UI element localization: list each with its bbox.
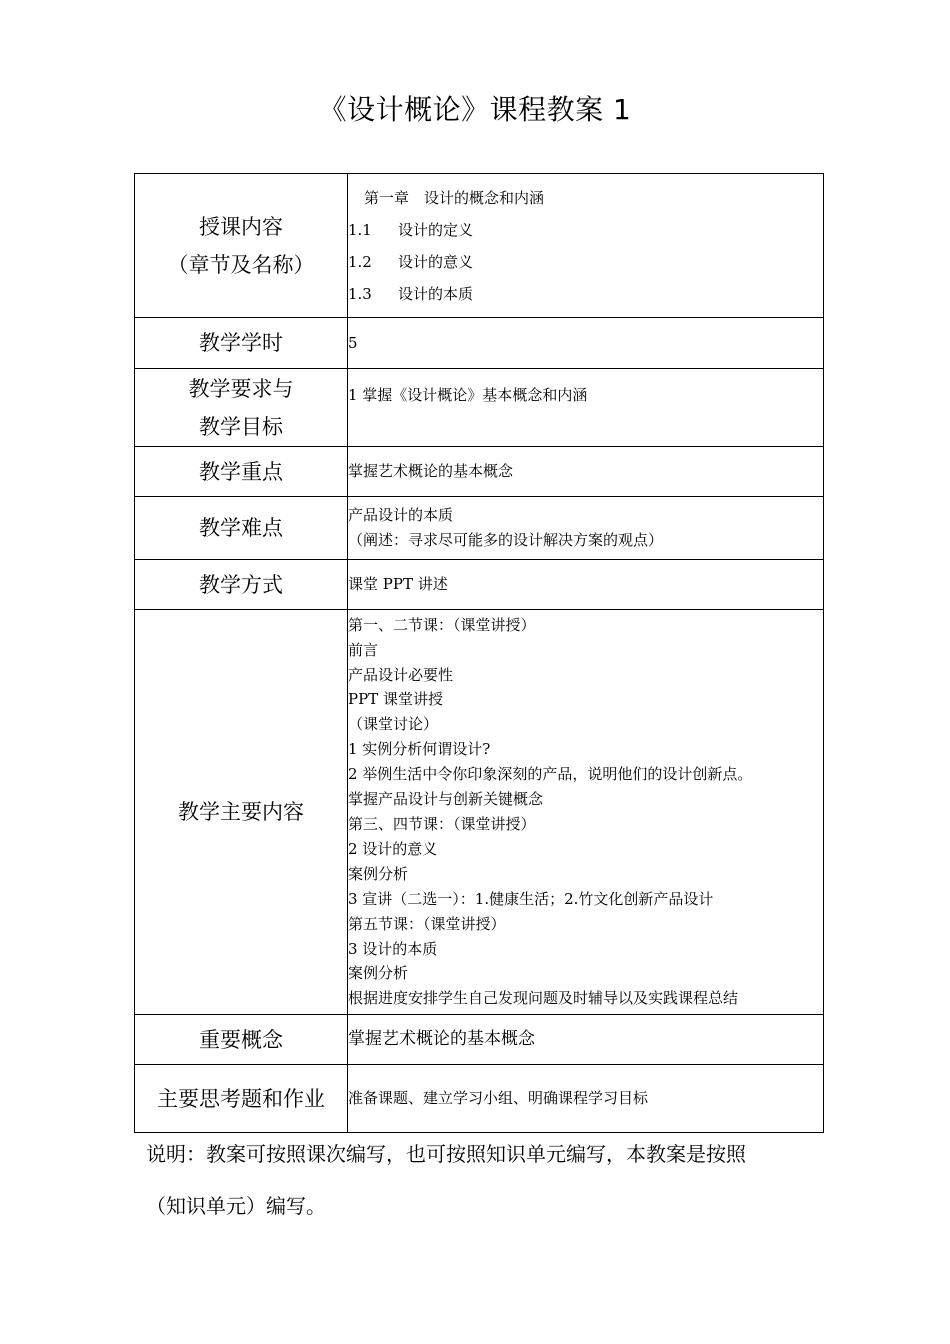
row-concepts xyxy=(135,1015,824,1065)
label-hours: 教学学时 xyxy=(135,318,348,369)
content-line: 根据进度安排学生自己发现问题及时辅导以及实践课程总结 xyxy=(348,989,739,1008)
content-line: 案例分析 xyxy=(348,964,409,983)
label-homework: 主要思考题和作业 xyxy=(135,1065,348,1133)
row-content xyxy=(135,174,824,318)
row-homework xyxy=(135,1065,824,1133)
label-difficulties: 教学难点 xyxy=(135,497,348,560)
content-line: 第五节课：（课堂讲授） xyxy=(348,914,506,933)
note-line1: 说明：教案可按照课次编写，也可按照知识单元编写，本教案是按照 xyxy=(146,1142,746,1166)
content-line: 3 宣讲（二选一）：1.健康生活；2.竹文化创新产品设计 xyxy=(348,889,714,908)
document-title: 《设计概论》课程教案 1 xyxy=(318,93,632,126)
value-goals: 1 掌握《设计概论》基本概念和内涵 xyxy=(348,369,824,447)
content-line: 3 设计的本质 xyxy=(348,939,438,958)
content-line: 2 设计的意义 xyxy=(348,839,438,858)
label-method: 教学方式 xyxy=(135,560,348,610)
row-key-points xyxy=(135,447,824,497)
label-content-line2: （章节及名称） xyxy=(167,252,315,277)
content-line: 第三、四节课：（课堂讲授） xyxy=(348,815,536,833)
label-concepts: 重要概念 xyxy=(135,1015,348,1065)
row-main-content xyxy=(135,610,824,1015)
value-key-points: 掌握艺术概论的基本概念 xyxy=(348,447,824,497)
value-difficulties: 产品设计的本质 （阐述：寻求尽可能多的设计解决方案的观点） xyxy=(348,497,824,560)
value-content xyxy=(348,174,824,318)
content-line: 1 实例分析何谓设计? xyxy=(348,740,491,759)
content-line: 掌握产品设计与创新关键概念 xyxy=(348,790,544,809)
value-concepts: 掌握艺术概论的基本概念 xyxy=(348,1015,824,1065)
section-item: 1.1 设计的定义 xyxy=(348,220,474,239)
label-key-points: 教学重点 xyxy=(135,447,348,497)
label-main-content: 教学主要内容 xyxy=(135,610,348,1015)
value-method: 课堂 PPT 讲述 xyxy=(348,560,824,610)
section-item: 1.2 设计的意义 xyxy=(348,252,474,271)
row-method xyxy=(135,560,824,610)
row-goals xyxy=(135,369,824,447)
content-line: 前言 xyxy=(348,640,379,659)
chapter-title: 第一章 设计的概念和内涵 xyxy=(364,188,545,207)
value-homework: 准备课题、建立学习小组、明确课程学习目标 xyxy=(348,1065,824,1133)
lesson-plan-table xyxy=(134,173,824,1133)
value-main-content xyxy=(348,610,824,1015)
value-hours: 5 xyxy=(348,318,824,369)
content-line: 2 举例生活中令你印象深刻的产品，说明他们的设计创新点。 xyxy=(348,765,753,784)
section-item: 1.3 设计的本质 xyxy=(348,284,474,303)
content-line: 第一、二节课：（课堂讲授） xyxy=(348,615,536,634)
label-content xyxy=(135,174,348,318)
label-content-line1: 授课内容 xyxy=(199,214,283,239)
content-line: PPT 课堂讲授 xyxy=(348,690,443,709)
content-line: 产品设计必要性 xyxy=(348,665,454,684)
row-difficulties xyxy=(135,497,824,560)
label-goals: 教学要求与 教学目标 xyxy=(135,369,348,447)
content-line: 案例分析 xyxy=(348,864,409,883)
row-hours xyxy=(135,318,824,369)
note-line2: （知识单元）编写。 xyxy=(146,1194,326,1218)
content-line: （课堂讨论） xyxy=(348,715,439,734)
